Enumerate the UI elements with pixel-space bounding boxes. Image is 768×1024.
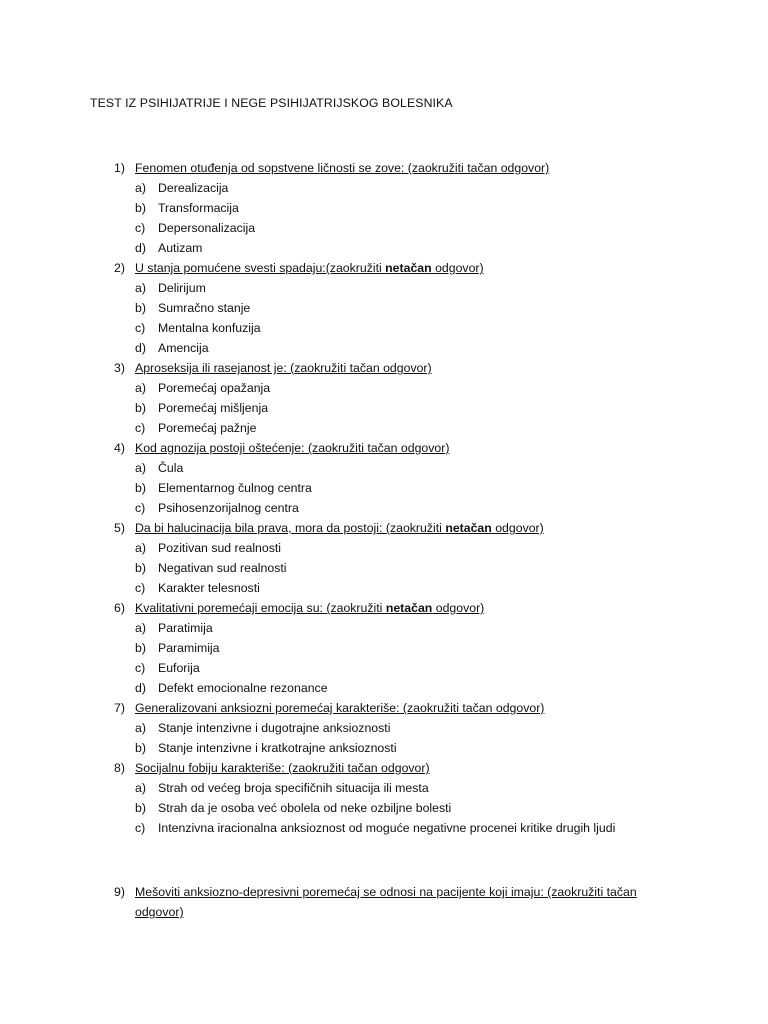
option-letter: b): [135, 561, 146, 575]
option-letter: d): [135, 341, 146, 355]
document-title: TEST IZ PSIHIJATRIJE I NEGE PSIHIJATRIJSKOG BOLESNIKA: [90, 96, 453, 110]
question-item: [0, 760, 768, 840]
answer-option: [0, 820, 768, 840]
question-text: Socijalnu fobiju karakteriše: (zaokružiti tačan odgovor): [135, 761, 430, 775]
question-text: Mešoviti anksiozno-depresivni poremećaj se odnosi na pacijente koji imaju: (zaokružiti tačan odgovor): [135, 885, 637, 919]
option-letter: a): [135, 781, 146, 795]
answer-option: [0, 340, 768, 360]
option-text: Strah da je osoba već obolela od neke ozbiljne bolesti: [158, 801, 452, 815]
option-text: Stanje intenzivne i dugotrajne anksioznosti: [158, 721, 391, 735]
answer-option: [0, 400, 768, 420]
question-item: [0, 440, 768, 520]
option-letter: c): [135, 821, 146, 835]
answer-option: [0, 680, 768, 700]
question-text: Da bi halucinacija bila prava, mora da postoji: (zaokružiti netačan odgovor): [135, 521, 544, 535]
option-letter: b): [135, 641, 146, 655]
question-number: 3): [114, 361, 125, 375]
question-item: [0, 260, 768, 360]
answer-option: [0, 220, 768, 240]
option-letter: a): [135, 181, 146, 195]
answer-option: [0, 380, 768, 400]
answer-option: [0, 460, 768, 480]
option-letter: a): [135, 461, 146, 475]
question-text: U stanja pomućene svesti spadaju:(zaokružiti netačan odgovor): [135, 261, 484, 275]
option-letter: b): [135, 201, 146, 215]
question-item: [0, 600, 768, 700]
answer-option: [0, 740, 768, 760]
option-text: Amencija: [158, 341, 209, 355]
answer-option: [0, 500, 768, 520]
option-letter: d): [135, 681, 146, 695]
question-item: [0, 360, 768, 440]
answer-option: [0, 540, 768, 560]
option-text: Autizam: [158, 241, 203, 255]
question-text: Fenomen otuđenja od sopstvene ličnosti se zove: (zaokružiti tačan odgovor): [135, 161, 550, 175]
answer-option: [0, 320, 768, 340]
option-letter: b): [135, 481, 146, 495]
answer-option: [0, 800, 768, 820]
option-text: Intenzivna iracionalna anksioznost od moguće negativne procenei kritike drugih ljudi: [158, 821, 616, 835]
question-number: 7): [114, 701, 125, 715]
option-letter: d): [135, 241, 146, 255]
option-text: Delirijum: [158, 281, 206, 295]
option-letter: b): [135, 801, 146, 815]
option-letter: b): [135, 301, 146, 315]
answer-option: [0, 300, 768, 320]
question-item: [0, 520, 768, 600]
option-text: Strah od većeg broja specifičnih situacija ili mesta: [158, 781, 429, 795]
option-letter: a): [135, 541, 146, 555]
answer-option: [0, 560, 768, 580]
option-text: Karakter telesnosti: [158, 581, 260, 595]
question-number: 8): [114, 761, 125, 775]
option-text: Pozitivan sud realnosti: [158, 541, 282, 555]
option-text: Defekt emocionalne rezonance: [158, 681, 328, 695]
answer-option: [0, 720, 768, 740]
answer-option: [0, 180, 768, 200]
option-text: Stanje intenzivne i kratkotrajne anksioznosti: [158, 741, 397, 755]
option-text: Paratimija: [158, 621, 213, 635]
answer-option: [0, 580, 768, 600]
option-text: Negativan sud realnosti: [158, 561, 287, 575]
answer-option: [0, 420, 768, 440]
option-letter: c): [135, 501, 146, 515]
option-letter: c): [135, 421, 146, 435]
option-letter: c): [135, 321, 146, 335]
option-text: Čula: [158, 461, 184, 475]
option-letter: b): [135, 741, 146, 755]
question-number: 2): [114, 261, 125, 275]
option-text: Psihosenzorijalnog centra: [158, 501, 299, 515]
answer-option: [0, 480, 768, 500]
option-text: Poremećaj mišljenja: [158, 401, 269, 415]
option-letter: a): [135, 721, 146, 735]
option-letter: c): [135, 221, 146, 235]
question-text: Generalizovani anksiozni poremećaj karakteriše: (zaokružiti tačan odgovor): [135, 701, 545, 715]
question-item: [0, 884, 768, 924]
answer-option: [0, 200, 768, 220]
question-number: 1): [114, 161, 125, 175]
answer-option: [0, 280, 768, 300]
question-number: 6): [114, 601, 125, 615]
option-text: Mentalna konfuzija: [158, 321, 261, 335]
option-text: Derealizacija: [158, 181, 229, 195]
option-text: Poremećaj pažnje: [158, 421, 257, 435]
question-item: [0, 160, 768, 260]
question-number: 5): [114, 521, 125, 535]
option-text: Poremećaj opažanja: [158, 381, 271, 395]
option-letter: c): [135, 661, 146, 675]
option-text: Depersonalizacija: [158, 221, 256, 235]
question-number: 4): [114, 441, 125, 455]
answer-option: [0, 620, 768, 640]
answer-option: [0, 240, 768, 260]
answer-option: [0, 660, 768, 680]
question-text: Kod agnozija postoji oštećenje: (zaokružiti tačan odgovor): [135, 441, 450, 455]
answer-option: [0, 780, 768, 800]
option-letter: a): [135, 621, 146, 635]
question-text: Kvalitativni poremećaji emocija su: (zaokružiti netačan odgovor): [135, 601, 485, 615]
answer-option: [0, 640, 768, 660]
option-letter: b): [135, 401, 146, 415]
option-letter: a): [135, 281, 146, 295]
question-item: [0, 700, 768, 760]
question-number: 9): [114, 885, 125, 899]
question-text: Aproseksija ili rasejanost je: (zaokružiti tačan odgovor): [135, 361, 432, 375]
question-list: [0, 160, 768, 924]
option-text: Elementarnog čulnog centra: [158, 481, 312, 495]
option-text: Paramimija: [158, 641, 220, 655]
option-letter: c): [135, 581, 146, 595]
blank-space: [0, 840, 768, 884]
option-letter: a): [135, 381, 146, 395]
option-text: Sumračno stanje: [158, 301, 251, 315]
option-text: Transformacija: [158, 201, 239, 215]
option-text: Euforija: [158, 661, 200, 675]
